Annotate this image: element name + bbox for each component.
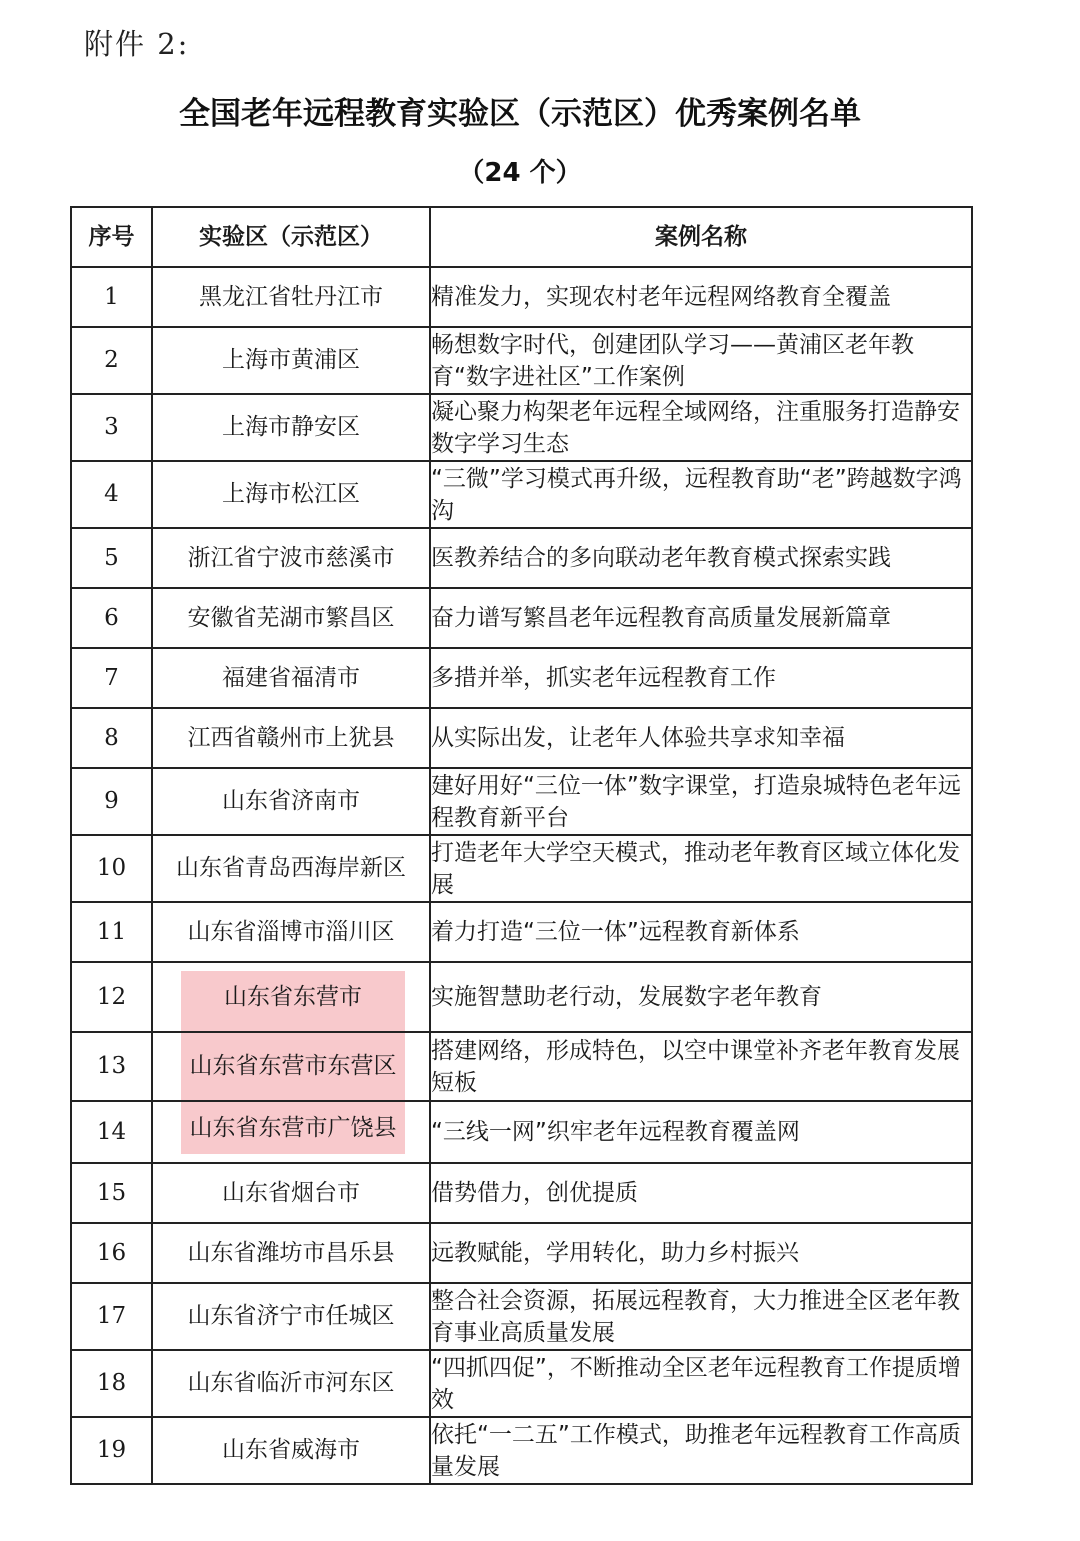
table-row [71, 835, 972, 902]
table-row [71, 394, 972, 461]
row-district-highlighted [152, 962, 430, 1032]
row-district: 福建省福清市 [152, 648, 430, 708]
row-number: 10 [71, 835, 152, 902]
row-district: 山东省烟台市 [152, 1163, 430, 1223]
row-case-name: 奋力谱写繁昌老年远程教育高质量发展新篇章 [430, 588, 972, 648]
row-district: 上海市黄浦区 [152, 327, 430, 394]
row-district: 山东省临沂市河东区 [152, 1350, 430, 1417]
row-district-highlighted [152, 1101, 430, 1163]
table-row [71, 1101, 972, 1163]
row-case-name: 从实际出发，让老年人体验共享求知幸福 [430, 708, 972, 768]
row-number: 1 [71, 267, 152, 327]
table-header-row [71, 207, 972, 267]
row-district: 安徽省芜湖市繁昌区 [152, 588, 430, 648]
district-highlight: 山东省东营市广饶县 [181, 1102, 405, 1154]
district-highlight: 山东省东营市东营区 [181, 1033, 405, 1100]
row-number: 9 [71, 768, 152, 835]
table-row [71, 1350, 972, 1417]
row-number: 12 [71, 962, 152, 1032]
row-district-highlighted [152, 1032, 430, 1101]
table-row [71, 1223, 972, 1283]
table-row [71, 1032, 972, 1101]
row-number: 15 [71, 1163, 152, 1223]
row-district: 黑龙江省牡丹江市 [152, 267, 430, 327]
row-case-name: 医教养结合的多向联动老年教育模式探索实践 [430, 528, 972, 588]
table-row [71, 962, 972, 1032]
row-number: 16 [71, 1223, 152, 1283]
row-district: 山东省青岛西海岸新区 [152, 835, 430, 902]
header-case-name: 案例名称 [430, 207, 972, 267]
row-case-name: “三微”学习模式再升级，远程教育助“老”跨越数字鸿沟 [430, 461, 972, 528]
row-case-name: 实施智慧助老行动，发展数字老年教育 [430, 962, 972, 1032]
table-row [71, 267, 972, 327]
row-case-name: 多措并举，抓实老年远程教育工作 [430, 648, 972, 708]
row-case-name: 整合社会资源，拓展远程教育，大力推进全区老年教育事业高质量发展 [430, 1283, 972, 1350]
document-subtitle: （24 个） [458, 158, 582, 188]
row-case-name: 着力打造“三位一体”远程教育新体系 [430, 902, 972, 962]
table-row [71, 461, 972, 528]
table-row [71, 648, 972, 708]
row-case-name: 凝心聚力构架老年远程全域网络，注重服务打造静安数字学习生态 [430, 394, 972, 461]
row-district: 山东省淄博市淄川区 [152, 902, 430, 962]
table-row [71, 1417, 972, 1484]
table-row [71, 902, 972, 962]
row-district: 上海市静安区 [152, 394, 430, 461]
row-number: 3 [71, 394, 152, 461]
row-case-name: 搭建网络，形成特色，以空中课堂补齐老年教育发展短板 [430, 1032, 972, 1101]
attachment-label: 附件 2: [84, 27, 190, 61]
row-number: 18 [71, 1350, 152, 1417]
row-district: 山东省潍坊市昌乐县 [152, 1223, 430, 1283]
table-row [71, 768, 972, 835]
case-list-table [70, 206, 973, 1485]
header-number: 序号 [71, 207, 152, 267]
row-number: 11 [71, 902, 152, 962]
row-number: 14 [71, 1101, 152, 1163]
row-district: 山东省济宁市任城区 [152, 1283, 430, 1350]
row-district: 浙江省宁波市慈溪市 [152, 528, 430, 588]
row-case-name: 借势借力，创优提质 [430, 1163, 972, 1223]
row-case-name: 建好用好“三位一体”数字课堂，打造泉城特色老年远程教育新平台 [430, 768, 972, 835]
table-row [71, 327, 972, 394]
document-title: 全国老年远程教育实验区（示范区）优秀案例名单 [179, 96, 861, 132]
row-number: 2 [71, 327, 152, 394]
row-number: 4 [71, 461, 152, 528]
table-row [71, 528, 972, 588]
row-case-name: 畅想数字时代，创建团队学习——黄浦区老年教育“数字进社区”工作案例 [430, 327, 972, 394]
table-row [71, 1283, 972, 1350]
table-row [71, 708, 972, 768]
district-highlight: 山东省东营市 [181, 971, 405, 1031]
table-row [71, 588, 972, 648]
table-row [71, 1163, 972, 1223]
row-case-name: “三线一网”织牢老年远程教育覆盖网 [430, 1101, 972, 1163]
row-case-name: 打造老年大学空天模式，推动老年教育区域立体化发展 [430, 835, 972, 902]
row-number: 6 [71, 588, 152, 648]
row-district: 江西省赣州市上犹县 [152, 708, 430, 768]
row-case-name: “四抓四促”，不断推动全区老年远程教育工作提质增效 [430, 1350, 972, 1417]
row-district: 山东省济南市 [152, 768, 430, 835]
row-district: 上海市松江区 [152, 461, 430, 528]
row-number: 8 [71, 708, 152, 768]
row-number: 5 [71, 528, 152, 588]
header-district: 实验区（示范区） [152, 207, 430, 267]
row-number: 13 [71, 1032, 152, 1101]
row-case-name: 精准发力，实现农村老年远程网络教育全覆盖 [430, 267, 972, 327]
row-number: 19 [71, 1417, 152, 1484]
row-case-name: 远教赋能，学用转化，助力乡村振兴 [430, 1223, 972, 1283]
row-number: 7 [71, 648, 152, 708]
row-case-name: 依托“一二五”工作模式，助推老年远程教育工作高质量发展 [430, 1417, 972, 1484]
row-number: 17 [71, 1283, 152, 1350]
row-district: 山东省威海市 [152, 1417, 430, 1484]
